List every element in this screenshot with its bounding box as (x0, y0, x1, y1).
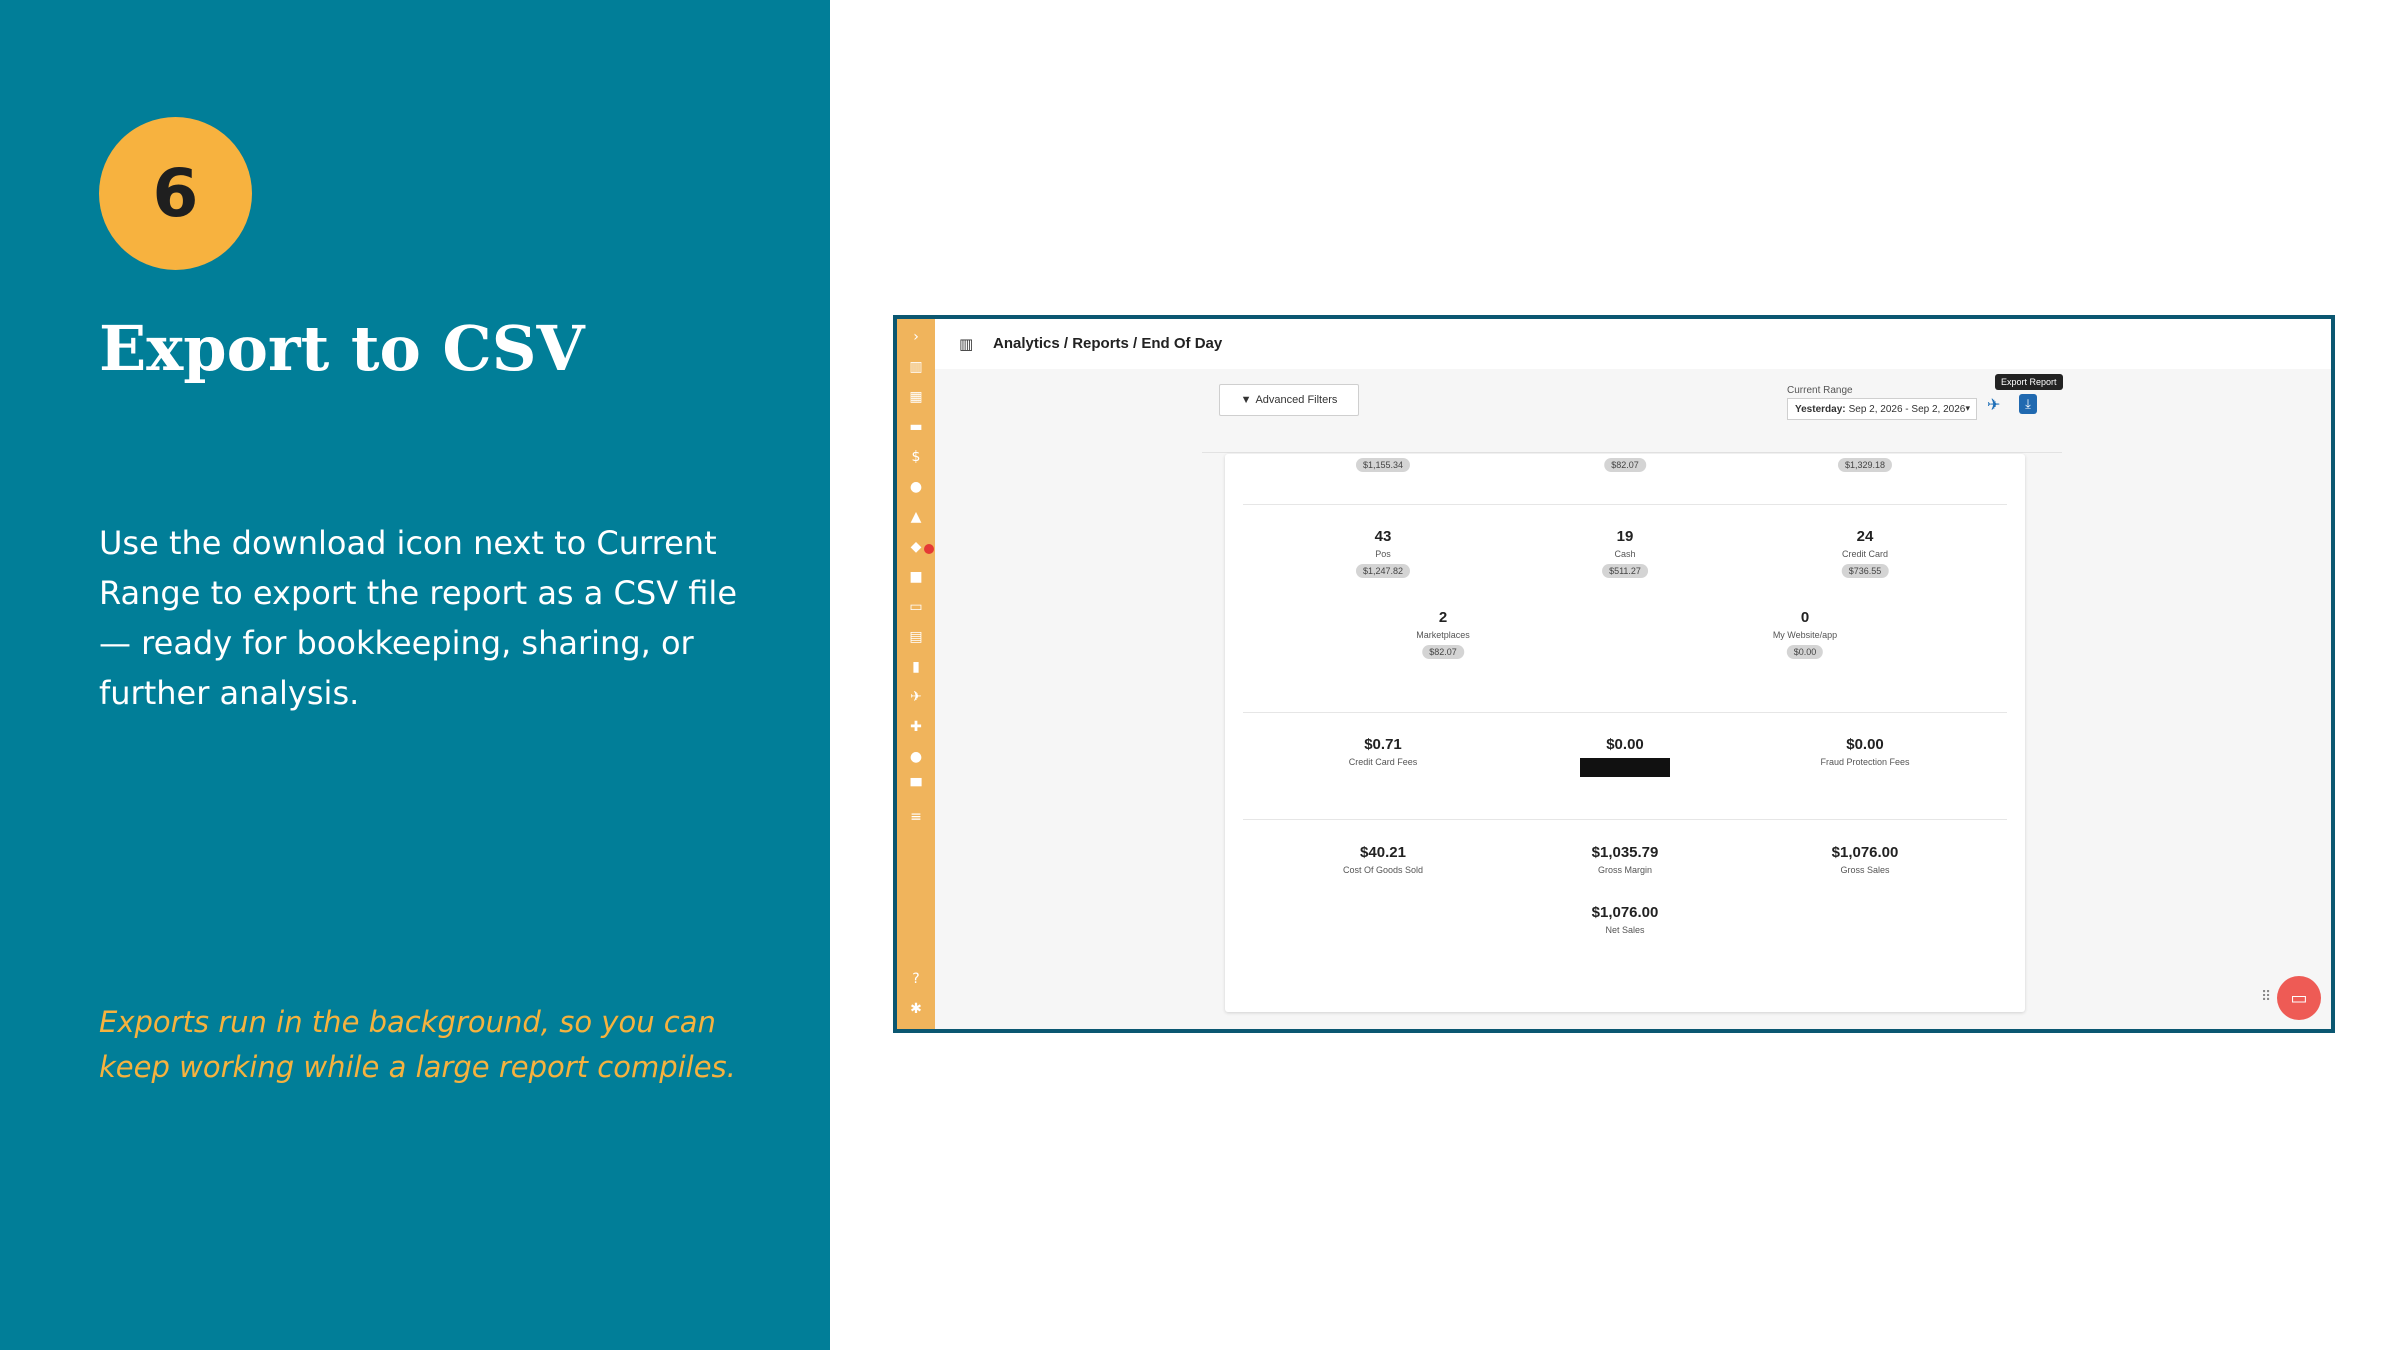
metric-label: Pos (1375, 549, 1391, 559)
header-divider (1202, 452, 2062, 453)
metric-value: $1,035.79 (1591, 844, 1659, 861)
cart-icon[interactable]: ▬ (909, 419, 923, 435)
lab-icon[interactable]: ▲ (910, 509, 922, 525)
slide-tip: Exports run in the background, so you can keep working while a large report compiles. (99, 1005, 736, 1084)
amount-pill: $1,247.82 (1356, 564, 1410, 578)
export-tooltip: Export Report (1995, 374, 2063, 390)
metric-cash (1602, 528, 1648, 579)
drag-handle-icon[interactable]: ⠿ (2261, 989, 2272, 1005)
download-icon[interactable]: ⤓ (2019, 394, 2037, 414)
metric-value: $0.00 (1846, 736, 1884, 753)
amount-pill: $1,155.34 (1356, 458, 1410, 472)
metric-credit-card-fees (1349, 736, 1418, 767)
slide-description: Use the download icon next to Current Range to export the report as a CSV file — ready for bookkeeping, sharing, or further analysis. (99, 524, 737, 712)
breadcrumb[interactable]: Analytics / Reports / End Of Day (993, 335, 1223, 352)
metric-label: Fraud Protection Fees (1820, 757, 1910, 767)
range-value: Sep 2, 2026 - Sep 2, 2026 (1848, 403, 1966, 415)
database-icon[interactable]: ≡ (910, 809, 922, 825)
current-range-label: Current Range (1787, 385, 1853, 396)
metric-value: $0.71 (1364, 736, 1402, 753)
metric-label: Net Sales (1605, 925, 1645, 935)
dollar-icon[interactable]: $ (911, 449, 921, 465)
amount-pill: $82.07 (1604, 458, 1646, 472)
plane-icon[interactable]: ✈ (910, 689, 922, 705)
metric-gross-margin (1592, 844, 1659, 875)
app-screenshot (893, 315, 2335, 1033)
print-icon[interactable]: ▀ (910, 779, 922, 795)
ads-icon[interactable]: ▭ (909, 599, 923, 615)
amount-pill: $736.55 (1842, 564, 1889, 578)
customers-icon[interactable]: ● (909, 479, 923, 495)
section-divider (1243, 504, 2007, 505)
calendar-icon[interactable]: ▤ (909, 629, 923, 645)
metric-value: $1,076.00 (1831, 844, 1899, 861)
sidebar (897, 319, 935, 1029)
metric-marketplaces (1416, 609, 1470, 660)
top-bar (935, 319, 2331, 369)
amount-pill: $1,329.18 (1838, 458, 1892, 472)
metric-value: 43 (1374, 528, 1392, 545)
section-divider (1243, 819, 2007, 820)
settings-icon[interactable]: ✱ (910, 1001, 922, 1017)
metric-label: Credit Card (1841, 549, 1889, 559)
notification-badge (924, 544, 934, 554)
left-panel (0, 0, 830, 1350)
report-card (1225, 454, 2025, 1012)
range-prefix: Yesterday: (1795, 403, 1846, 415)
chart-icon: ▥ (959, 335, 974, 353)
book-icon[interactable]: ▮ (912, 659, 920, 675)
metric-website (1773, 609, 1837, 660)
metric-label: Cost Of Goods Sold (1342, 865, 1424, 875)
advanced-filters-button[interactable] (1219, 384, 1359, 416)
metric-value: 0 (1800, 609, 1810, 626)
metric-label: Cash (1614, 549, 1636, 559)
metric-label: Credit Card Fees (1348, 757, 1418, 767)
metric-credit-card (1842, 528, 1889, 579)
metric-net-sales (1592, 904, 1659, 935)
chat-icon[interactable]: ▭ (2277, 976, 2321, 1020)
filter-icon: ▼ (1240, 394, 1252, 406)
amount-pill: $82.07 (1422, 645, 1464, 659)
metric-pos (1356, 528, 1410, 579)
metric-value: $40.21 (1360, 844, 1406, 861)
shipping-icon[interactable]: ■ (909, 569, 923, 585)
metric-fraud-fees (1820, 736, 1909, 767)
metric-cogs (1343, 844, 1423, 875)
tags-icon[interactable]: ◆ (910, 539, 922, 555)
metric-label: Gross Margin (1597, 865, 1653, 875)
step-number: 6 (152, 155, 199, 232)
metric-gross-sales (1832, 844, 1899, 875)
section-divider (1243, 712, 2007, 713)
metric-value: 2 (1438, 609, 1448, 626)
metric-label: Gross Sales (1840, 865, 1890, 875)
inventory-icon[interactable]: ▦ (909, 389, 923, 405)
date-range-select[interactable] (1787, 398, 1977, 420)
advanced-filters-label: Advanced Filters (1255, 394, 1338, 406)
bulb-icon[interactable]: ● (909, 749, 923, 765)
metric-redacted-fee (1580, 736, 1670, 777)
redaction-bar (1580, 758, 1670, 777)
amount-pill: $511.27 (1602, 564, 1648, 578)
help-icon[interactable]: ? (912, 971, 920, 987)
metric-label: My Website/app (1772, 630, 1838, 640)
metric-value: 24 (1856, 528, 1874, 545)
expand-chevron-icon[interactable]: › (913, 329, 919, 345)
analytics-icon[interactable]: ▥ (909, 359, 923, 375)
amount-pill: $0.00 (1787, 645, 1824, 659)
caret-down-icon: ▾ (1965, 403, 1970, 413)
puzzle-icon[interactable]: ✚ (910, 719, 922, 735)
step-badge (99, 117, 252, 270)
send-icon[interactable]: ✈ (1987, 395, 2001, 414)
metric-value: $1,076.00 (1591, 904, 1659, 921)
metric-value: 19 (1616, 528, 1634, 545)
slide-title: Export to CSV (99, 312, 585, 385)
metric-value: $0.00 (1606, 736, 1644, 753)
metric-label: Marketplaces (1416, 630, 1470, 640)
